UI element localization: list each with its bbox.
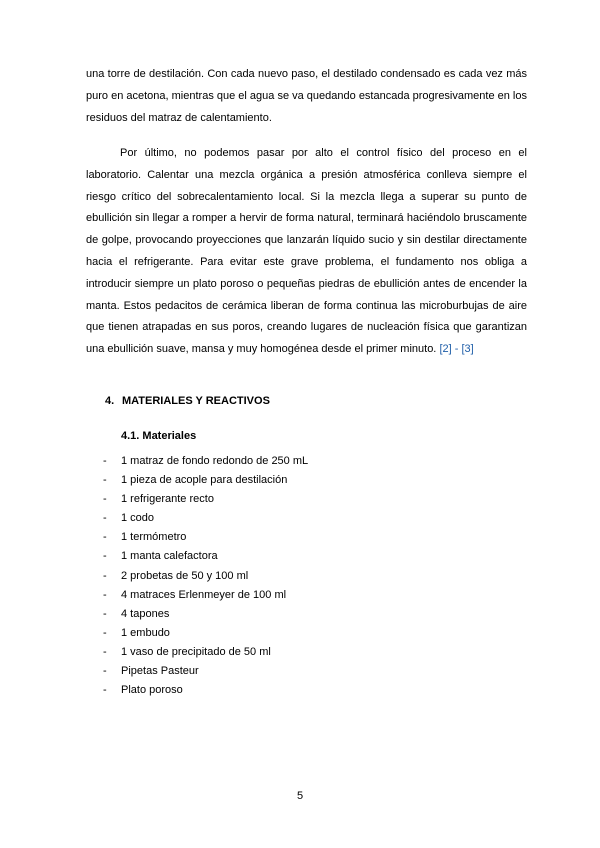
list-item — [86, 509, 308, 528]
section-heading — [105, 395, 270, 407]
paragraph-distillation-continuation — [86, 64, 527, 129]
list-bullet: - — [103, 569, 107, 582]
materials-list — [86, 452, 308, 700]
list-item-text: 1 refrigerante recto — [121, 493, 214, 506]
list-item-text: 1 codo — [121, 512, 155, 525]
list-bullet: - — [103, 550, 107, 563]
list-bullet: - — [103, 684, 107, 697]
list-item-text: 1 vaso de precipitado de 50 ml — [121, 645, 271, 658]
list-item-text: 2 probetas de 50 y 100 ml — [121, 569, 249, 582]
list-item-text: 1 pieza de acople para destilación — [121, 474, 288, 487]
list-bullet: - — [103, 493, 107, 506]
paragraph-text: una torre de destilación. Con cada nuevo paso, el destilado condensado es cada vez más puro en acetona, mientras que el agua se va quedando estancada progresivamente en los residuos del matraz de calentamiento. — [86, 68, 527, 124]
citation-link-3[interactable]: [3] — [461, 343, 474, 356]
list-item-text: 1 matraz de fondo redondo de 250 mL — [121, 455, 309, 467]
list-item-text: Plato poroso — [121, 684, 183, 697]
list-item-text: 4 matraces Erlenmeyer de 100 ml — [121, 588, 287, 601]
list-item — [86, 567, 308, 586]
list-item — [86, 643, 308, 662]
section-title: MATERIALES Y REACTIVOS — [122, 395, 270, 407]
list-item-text: Pipetas Pasteur — [121, 665, 199, 678]
list-item — [86, 528, 308, 547]
list-item — [86, 547, 308, 566]
list-item — [86, 605, 308, 624]
list-item — [86, 662, 308, 681]
list-item — [86, 452, 308, 471]
list-item — [86, 471, 308, 490]
list-bullet: - — [103, 588, 107, 601]
paragraph-text: Por último, no podemos pasar por alto el control físico del proceso en el laboratorio. Calentar una mezcla orgánica a presión atmosférica conlleva siempre el riesgo crítico del sobrecalentamiento local. Si la mezcla llega a superar su punto de ebullición sin llegar a romper a hervir de forma natural, terminará haciéndolo bruscamente de golpe, provocando proyecciones que lanzarán líquido sucio y sin destilar directamente hacia el refrigerante. Para evitar este grave problema, el fundamento nos obliga a introducir siempre un plato poroso o pequeñas piedras de ebullición antes de encender la manta. Estos pedacitos de cerámica liberan de forma continua las microburbujas de aire que tienen atrapadas en sus poros, creando lugares de nucleación física que garantizan una ebullición suave, mansa y muy homogénea desde el primer minuto. — [86, 147, 527, 356]
list-bullet: - — [103, 607, 107, 620]
list-bullet: - — [103, 645, 107, 658]
citation-link-2[interactable]: [2] — [439, 343, 452, 356]
citation-separator: - — [451, 343, 462, 356]
list-bullet: - — [103, 665, 107, 678]
list-item — [86, 490, 308, 509]
list-item-text: 1 embudo — [121, 626, 170, 639]
section-number: 4. — [105, 395, 115, 407]
list-item — [86, 624, 308, 643]
list-bullet: - — [103, 474, 107, 487]
list-item — [86, 586, 308, 605]
paragraph-boiling-chips — [86, 143, 527, 361]
subsection-heading: 4.1. Materiales — [121, 430, 197, 442]
list-bullet: - — [103, 626, 107, 639]
list-bullet: - — [103, 512, 107, 525]
list-item — [86, 681, 308, 700]
list-item-text: 1 manta calefactora — [121, 550, 218, 563]
list-bullet: - — [103, 455, 107, 467]
list-item-text: 1 termómetro — [121, 531, 187, 544]
page-number: 5 — [296, 790, 304, 802]
list-bullet: - — [103, 531, 107, 544]
list-item-text: 4 tapones — [121, 607, 170, 620]
